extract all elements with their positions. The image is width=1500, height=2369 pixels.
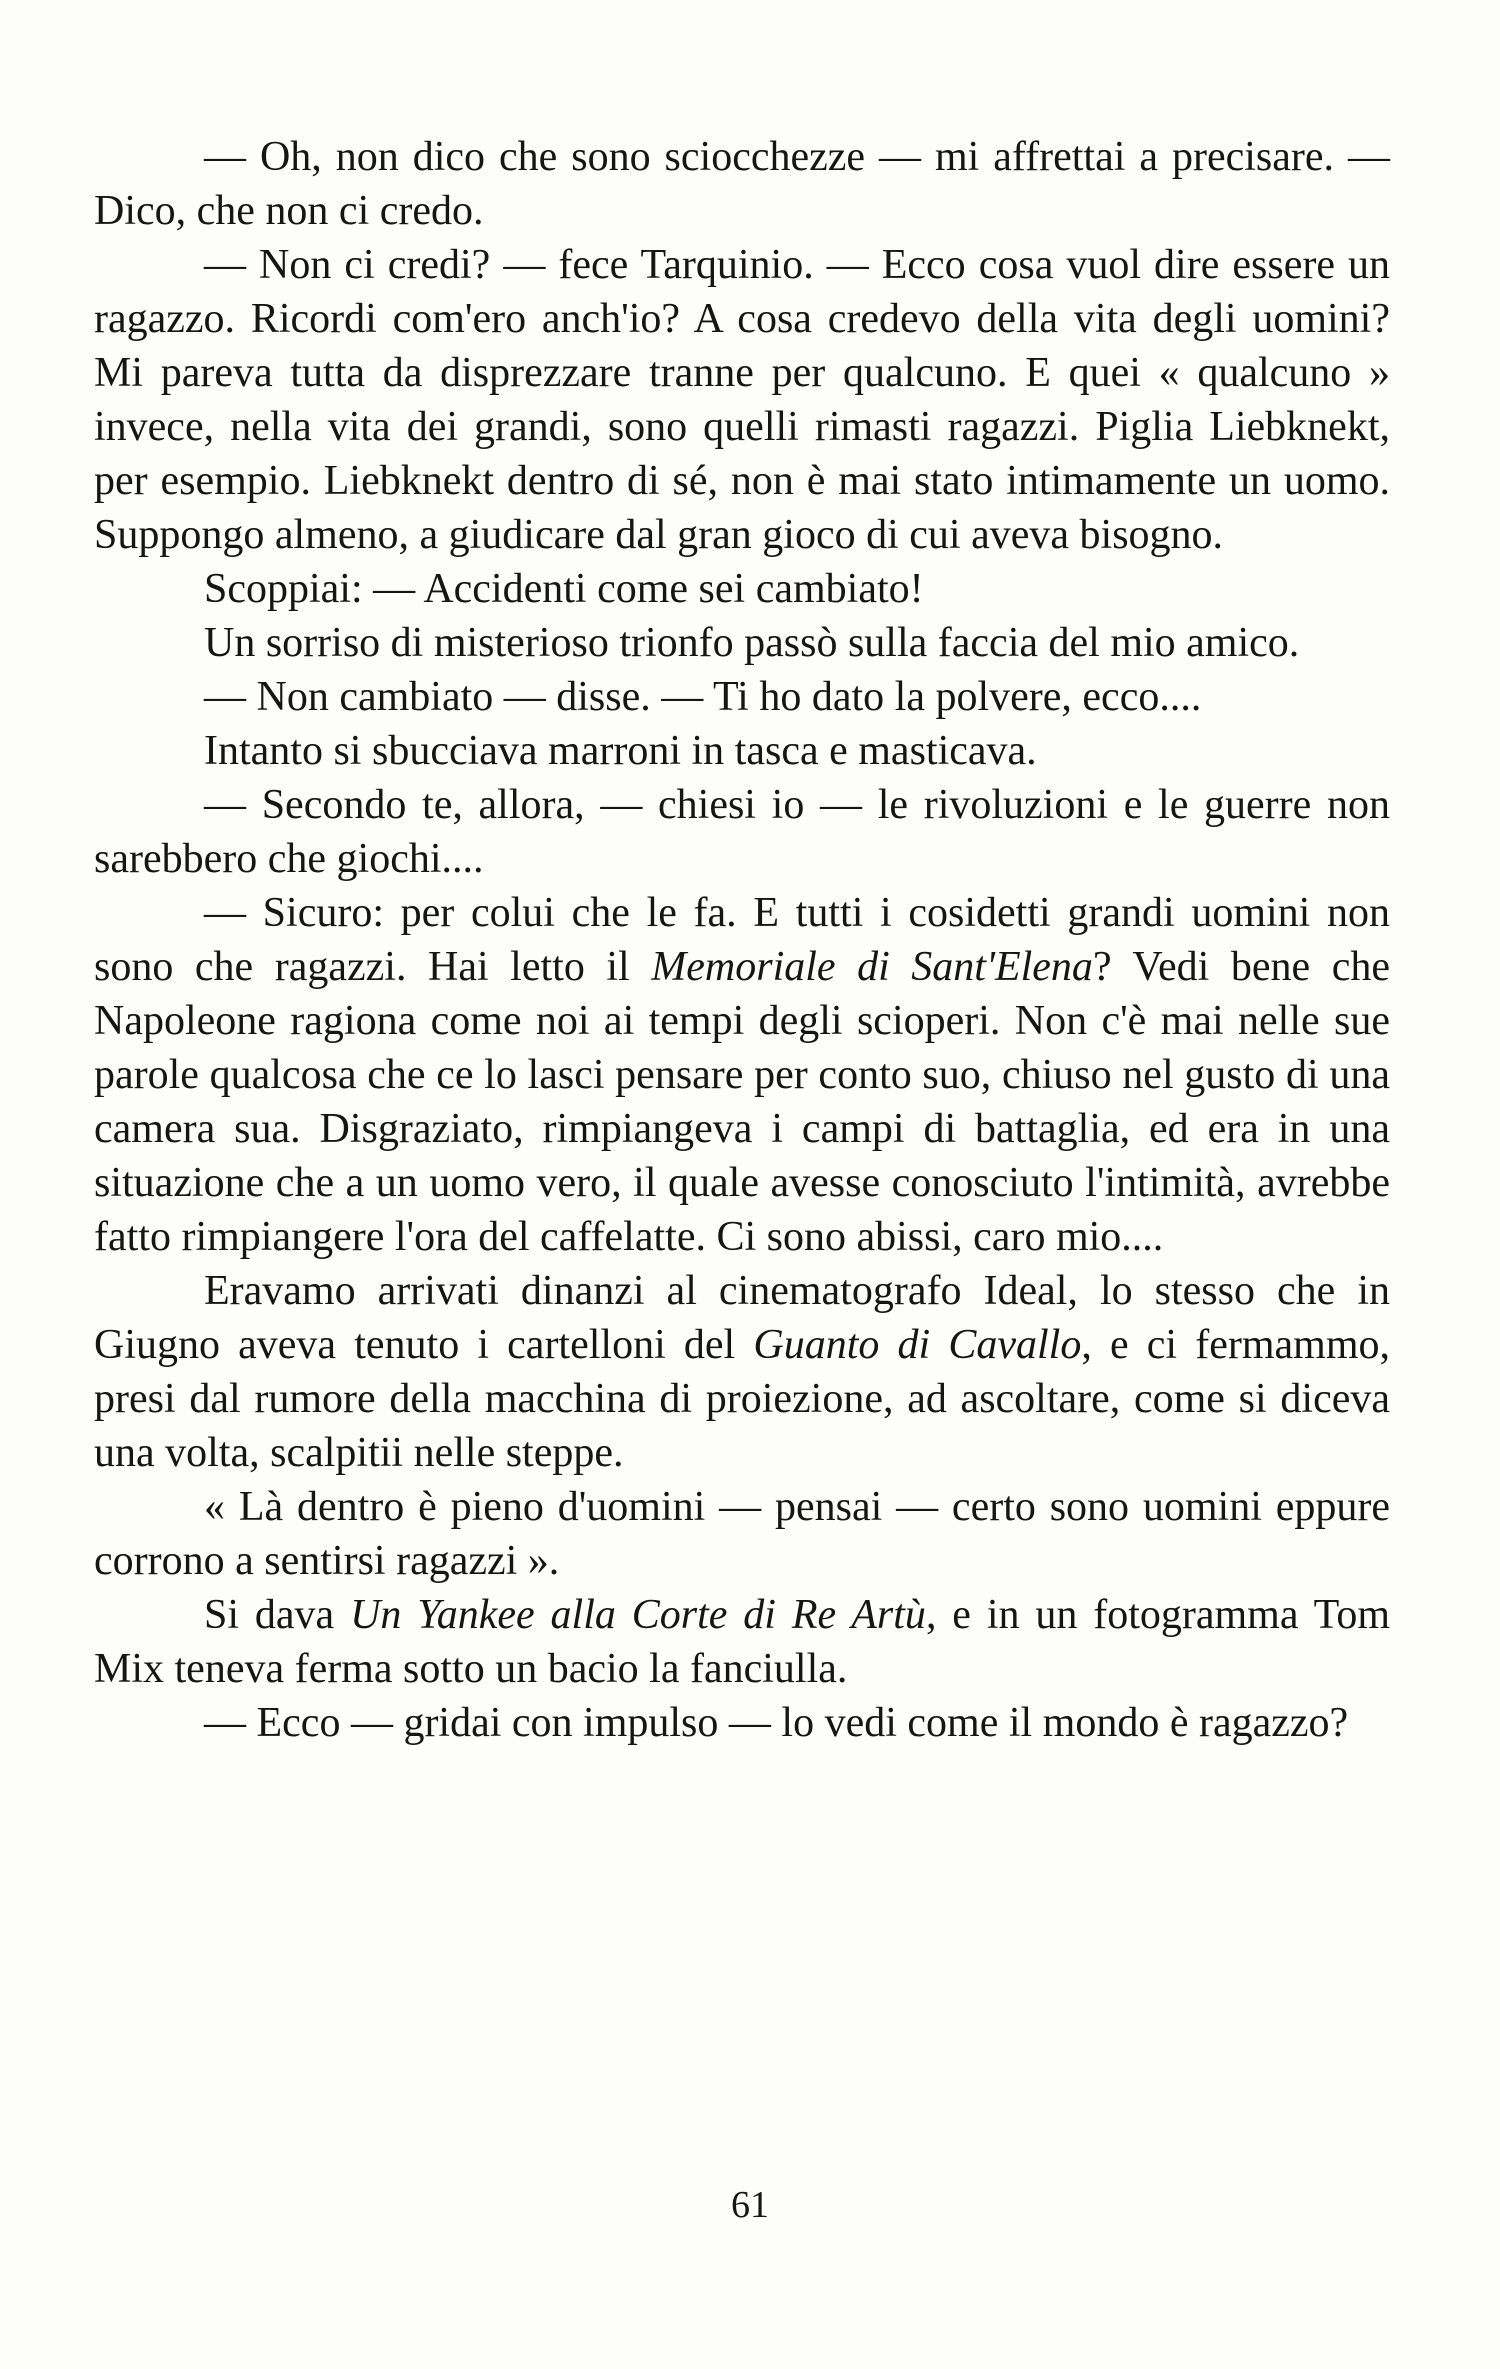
text-run: , e ci fermammo, presi dal rumore della macchina di proiezione, ad ascoltare, come si diceva una volta, scalpitii nelle steppe. [94, 1322, 1390, 1476]
paragraph [94, 562, 1390, 616]
page-number: 61 [731, 2184, 769, 2226]
text-run: Intanto si sbucciava marroni in tasca e masticava. [204, 728, 1037, 774]
text-run: Eravamo arrivati dinanzi al cinematografo Ideal, lo stesso che in Giugno aveva tenuto i cartelloni del [94, 1268, 1390, 1368]
text-run: — Ecco — gridai con impulso — lo vedi come il mondo è ragazzo? [204, 1700, 1349, 1746]
text-run: Si dava [204, 1592, 351, 1638]
text-run: — Non cambiato — disse. — Ti ho dato la polvere, ecco.... [204, 674, 1202, 720]
text-run: , e in un fotogramma Tom Mix teneva ferma sotto un bacio la fanciulla. [94, 1592, 1390, 1692]
body-text [94, 130, 1390, 1750]
text-run: ? Vedi bene che Napoleone ragiona come noi ai tempi degli scioperi. Non c'è mai nelle sue parole qualcosa che ce lo lasci pensare per conto suo, chiuso nel gusto di una camera sua. Disgraziato, rimpiangeva i campi di battaglia, ed era in una situazione che a un uomo vero, il quale avesse conosciuto l'intimità, avrebbe fatto rimpiangere l'ora del caffelatte. Ci sono abissi, caro mio.... [94, 944, 1391, 1260]
text-run: Scoppiai: — Accidenti come sei cambiato! [204, 566, 924, 612]
paragraph [94, 1264, 1390, 1480]
text-run: Un sorriso di misterioso trionfo passò sulla faccia del mio amico. [204, 620, 1300, 666]
text-run: — Non ci credi? — fece Tarquinio. — Ecco cosa vuol dire essere un ragazzo. Ricordi com'ero anch'io? A cosa credevo della vita degli uomini? Mi pareva tutta da disprezzare tranne per qualcuno. E quei « qualcuno » invece, nella vita dei grandi, sono quelli rimasti ragazzi. Piglia Liebknekt, per esempio. Liebknekt dentro di sé, non è mai stato intimamente un uomo. Suppongo almeno, a giudicare dal gran gioco di cui aveva bisogno. [94, 242, 1390, 558]
paragraph [94, 724, 1390, 778]
paragraph [94, 238, 1390, 562]
paragraph [94, 1696, 1390, 1750]
text-run: « Là dentro è pieno d'uomini — pensai — certo sono uomini eppure corrono a sentirsi ragazzi ». [94, 1484, 1390, 1584]
paragraph [94, 670, 1390, 724]
italic-title: Un Yankee alla Corte di Re Artù [350, 1592, 926, 1638]
italic-title: Guanto di Cavallo [753, 1322, 1082, 1368]
paragraph [94, 130, 1390, 238]
italic-title: Memoriale di Sant'Elena [651, 944, 1093, 990]
text-run: — Oh, non dico che sono sciocchezze — mi affrettai a precisare. — Dico, che non ci credo. [94, 134, 1390, 234]
paragraph [94, 616, 1390, 670]
paragraph [94, 1480, 1390, 1588]
paragraph [94, 778, 1390, 886]
text-run: — Sicuro: per colui che le fa. E tutti i cosidetti grandi uomini non sono che ragazzi. Hai letto il [94, 890, 1390, 990]
paragraph [94, 1588, 1390, 1696]
paragraph [94, 886, 1390, 1264]
text-run: — Secondo te, allora, — chiesi io — le rivoluzioni e le guerre non sarebbero che giochi.... [94, 782, 1390, 882]
